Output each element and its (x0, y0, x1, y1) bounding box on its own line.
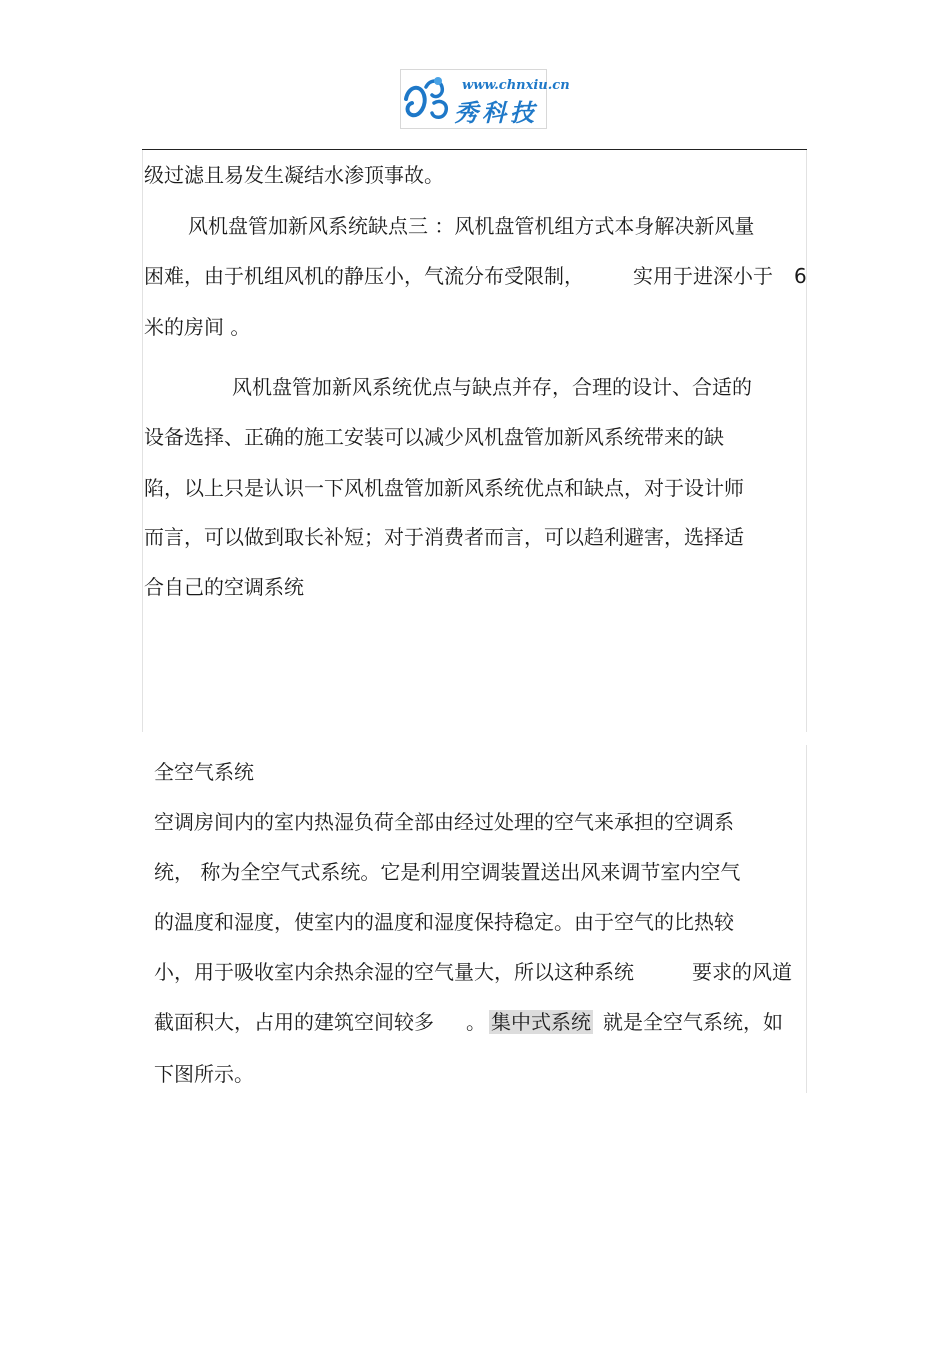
paragraph-line: 风机盘管加新风系统缺点三 ：风机盘管机组方式本身解决新风量 (188, 214, 755, 238)
site-logo (400, 69, 570, 129)
paragraph-line: 下图所示。 (154, 1062, 254, 1086)
logo-graphic (400, 69, 570, 129)
paragraph-line: 统， 称为全空气式系统。它是利用空调装置送出风来调节室内空气 (154, 860, 741, 884)
paragraph-line: 要求的风道 (692, 960, 792, 984)
paragraph-line: 设备选择、正确的施工安装可以减少风机盘管加新风系统带来的缺 (144, 425, 724, 449)
paragraph-line: 而言，可以做到取长补短；对于消费者而言，可以趋利避害，选择适 (144, 525, 744, 549)
paragraph-line: 的温度和湿度，使室内的温度和湿度保持稳定。由于空气的比热较 (154, 910, 734, 934)
frame-right-line-1 (806, 150, 807, 732)
paragraph-line: 实用于进深小于 (633, 264, 773, 288)
paragraph-line: 空调房间内的室内热湿负荷全部由经过处理的空气来承担的空调系 (154, 810, 734, 834)
paragraph-line: 米的房间 。 (144, 315, 251, 339)
frame-left-line-1 (142, 150, 143, 732)
paragraph-line: 合自己的空调系统 (144, 575, 304, 599)
paragraph-number: 6 (794, 264, 807, 288)
paragraph-line: 截面积大，占用的建筑空间较多 (154, 1010, 434, 1034)
paragraph-line: 风机盘管加新风系统优点与缺点并存，合理的设计、合适的 (232, 375, 752, 399)
paragraph-line: 困难，由于机组风机的静压小，气流分布受限制， (144, 264, 584, 288)
logo-url-text: www.chnxiu.cn (462, 78, 570, 93)
paragraph-line: 就是全空气系统，如 (603, 1010, 783, 1034)
paragraph-line: 陷，以上只是认识一下风机盘管加新风系统优点和缺点，对于设计师 (144, 476, 744, 500)
section-title: 全空气系统 (154, 760, 254, 784)
paragraph-line: 级过滤且易发生凝结水渗顶事故。 (144, 163, 444, 187)
frame-right-line-2 (806, 745, 807, 1093)
header-divider (142, 149, 807, 150)
logo-name-text: 秀科技 (454, 98, 538, 127)
paragraph-punct: 。 (466, 1010, 486, 1034)
paragraph-line: 小，用于吸收室内余热余湿的空气量大，所以这种系统 (154, 960, 634, 984)
highlighted-term: 集中式系统 (491, 1010, 591, 1034)
